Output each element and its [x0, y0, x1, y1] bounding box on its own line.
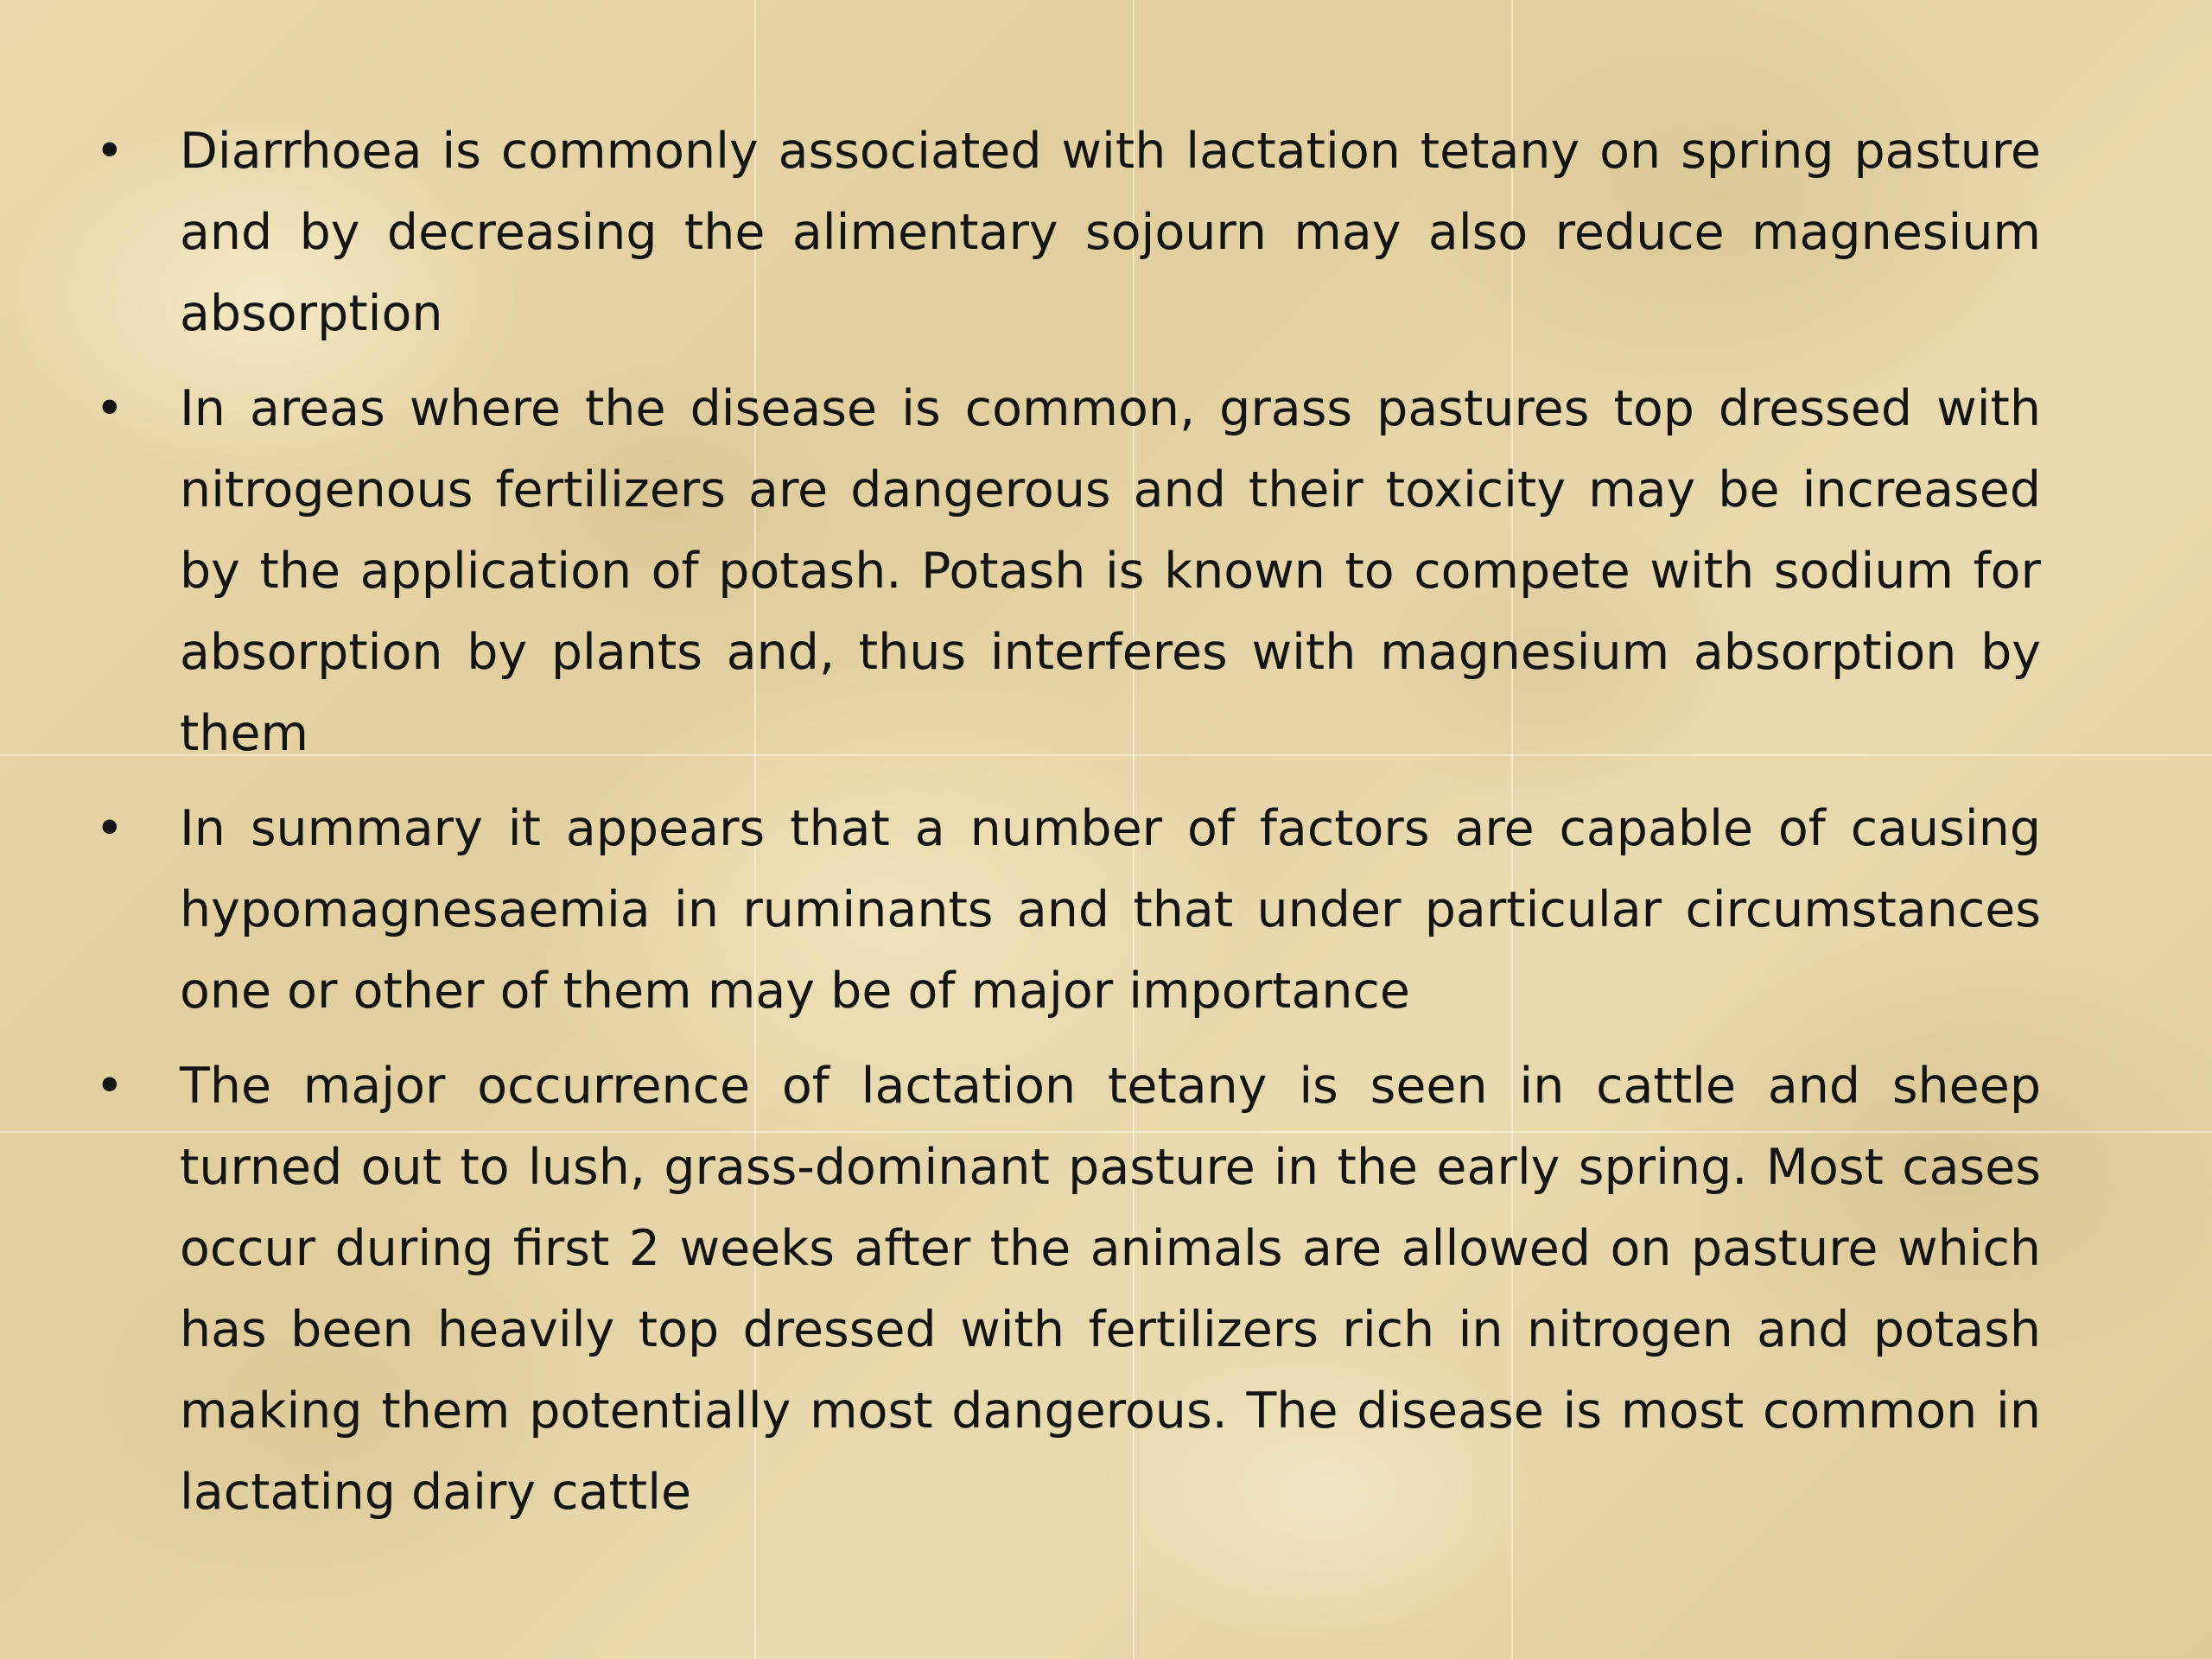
bullet-dot-icon: • — [95, 800, 124, 857]
bullet-text: In summary it appears that a number of factors are capable of causing hypomagnesaemia in ruminants and that under particular circumstances one or other of them may be of major importance — [180, 800, 2041, 1020]
bullet-item — [86, 788, 2041, 1032]
bullet-text: Diarrhoea is commonly associated with lactation tetany on spring pasture and by decreasing the alimentary sojourn may also reduce magnesium absorption — [180, 123, 2041, 342]
bullet-item — [86, 1046, 2041, 1533]
bullet-text: In areas where the disease is common, grass pastures top dressed with nitrogenous fertilizers are dangerous and their toxicity may be increased by the application of potash. Potash is known to compete with sodium for absorption by plants and, thus interferes with magnesium absorption by them — [180, 380, 2041, 762]
bullet-item — [86, 111, 2041, 354]
bullet-text: The major occurrence of lactation tetany is seen in cattle and sheep turned out to lush, grass-dominant pasture in the early spring. Most cases occur during first 2 weeks after the animals are allowed on pasture which has been heavily top dressed with fertilizers rich in nitrogen and potash making them potentially most dangerous. The disease is most common in lactating dairy cattle — [180, 1058, 2041, 1521]
bullet-dot-icon: • — [95, 123, 124, 180]
bullet-list — [86, 111, 2041, 1533]
slide-body — [86, 111, 2041, 1547]
bullet-item — [86, 368, 2041, 774]
bullet-dot-icon: • — [95, 1058, 124, 1115]
bullet-dot-icon: • — [95, 380, 124, 437]
